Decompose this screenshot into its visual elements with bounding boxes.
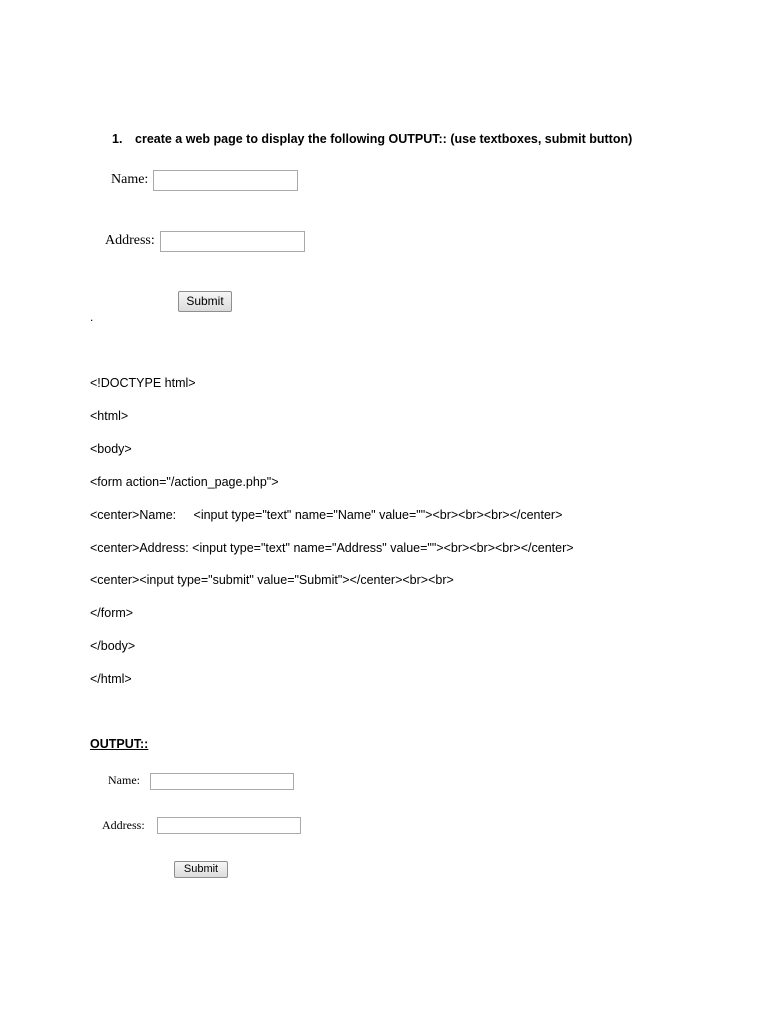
sample-submit-button[interactable]: Submit xyxy=(178,291,232,312)
code-line: <!DOCTYPE html> xyxy=(90,376,196,390)
output-name-label: Name: xyxy=(108,773,140,787)
sample-name-input[interactable] xyxy=(153,170,298,191)
sample-name-label: Name: xyxy=(111,172,149,187)
code-line: <body> xyxy=(90,442,132,456)
code-line: </body> xyxy=(90,639,136,653)
code-line: <form action="/action_page.php"> xyxy=(90,475,279,489)
question-heading xyxy=(112,132,632,146)
question-number: 1. xyxy=(112,132,123,146)
code-line: <center><input type="submit" value="Submit"></center><br><br> xyxy=(90,573,454,587)
output-address-input[interactable] xyxy=(157,817,301,834)
sample-address-label: Address: xyxy=(105,233,155,248)
code-line: </form> xyxy=(90,606,134,620)
code-line: <html> xyxy=(90,409,129,423)
output-address-label: Address: xyxy=(102,818,145,832)
sample-address-input[interactable] xyxy=(160,231,305,252)
output-heading: OUTPUT:: xyxy=(90,737,149,751)
code-line: </html> xyxy=(90,672,132,686)
output-name-input[interactable] xyxy=(150,773,294,790)
code-line: <center>Address: <input type="text" name="Address" value=""><br><br><br></center> xyxy=(90,541,574,555)
code-line: <center>Name: <input type="text" name="Name" value=""><br><br><br></center> xyxy=(90,508,563,522)
output-submit-button[interactable]: Submit xyxy=(174,861,228,878)
question-text: create a web page to display the following OUTPUT:: (use textboxes, submit button) xyxy=(135,132,633,146)
separator-dot: . xyxy=(90,310,94,324)
